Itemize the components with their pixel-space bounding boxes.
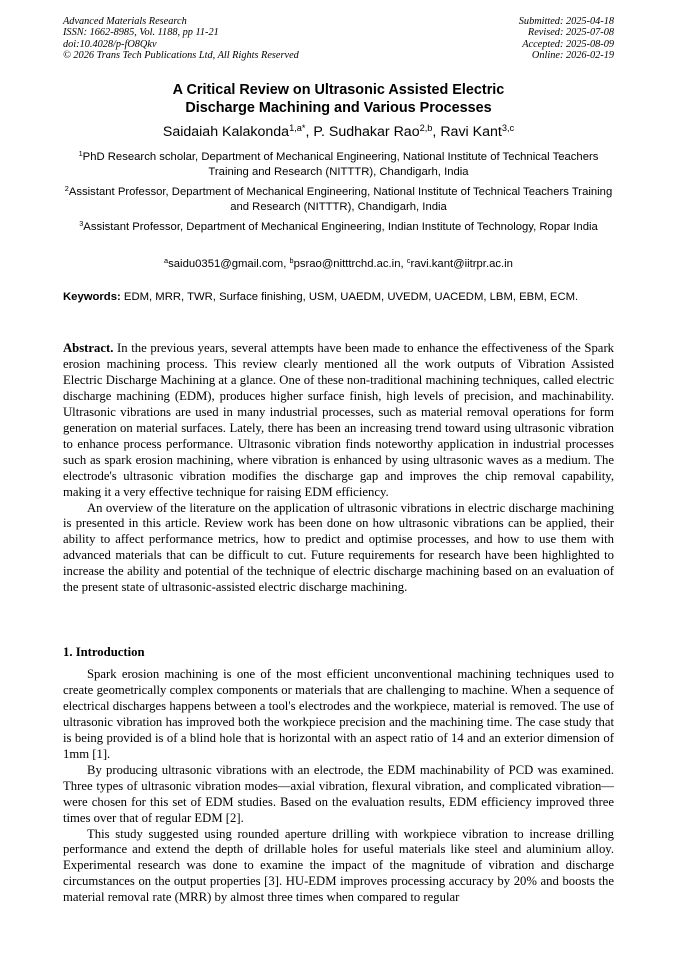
author-name: Ravi Kant bbox=[440, 124, 502, 140]
keywords-section bbox=[63, 290, 614, 305]
affiliation-3 bbox=[63, 220, 614, 235]
introduction-paragraph-1: Spark erosion machining is one of the most efficient unconventional machining techniques used to create geometrically complex components or materials that are challenging to machine. When a sequence of electrical discharges happens between a tool's electrodes and the workpiece, material is removed. The use of ultrasonic vibration has improved both the workpiece precision and the machining time. The case study that is being provided is of a blind hole that is horizontal with an aspect ratio of 14 and an exterior dimension of 1mm [1]. bbox=[63, 667, 614, 761]
abstract-section bbox=[63, 341, 614, 596]
abstract-paragraph-1 bbox=[63, 341, 614, 501]
email-marker: a bbox=[164, 255, 169, 265]
introduction-paragraph-3: This study suggested using rounded aperture drilling with workpiece vibration to increase drilling performance and extend the depth of drillable holes for useful materials like steel and aluminium alloy. Experimental research was done to examine the impact of the magnitude of vibration and discharge circumstances on the output properties [3]. HU-EDM improves processing accuracy by 20% and boosts the material removal rate (MRR) by almost three times when compared to regular bbox=[63, 826, 614, 905]
introduction-paragraph-2: By producing ultrasonic vibrations with an electrode, the EDM machinability of PCD was examined. Three types of ultrasonic vibration modes—axial vibration, flexural vibration, and complicated vibration—were chosen for this set of EDM studies. Based on the evaluation results, EDM efficiency improved three times over that of regular EDM [2]. bbox=[63, 762, 614, 825]
journal-doi[interactable]: doi:10.4028/p-fO8Qkv bbox=[63, 38, 157, 50]
introduction-section bbox=[63, 667, 614, 906]
affiliation-text: Assistant Professor, Department of Mechanical Engineering, National Institute of Technical Teachers Training and Research (NITTTR), Chandigarh, India bbox=[68, 186, 613, 213]
email-marker: c bbox=[406, 255, 411, 265]
revised-date: Revised: 2025-07-08 bbox=[527, 27, 614, 39]
accepted-date: Accepted: 2025-08-09 bbox=[522, 38, 614, 50]
author-separator: , bbox=[432, 124, 441, 140]
affiliation-2 bbox=[63, 185, 614, 215]
affiliation-text: Assistant Professor, Department of Mechanical Engineering, Indian Institute of Technology, Ropar India bbox=[83, 221, 598, 233]
submitted-date: Submitted: 2025-04-18 bbox=[518, 16, 614, 27]
affiliation-marker: 3 bbox=[79, 218, 84, 228]
affiliation-marker: 2 bbox=[64, 183, 69, 193]
journal-copyright: © 2026 Trans Tech Publications Ltd, All Rights Reserved bbox=[63, 50, 299, 62]
abstract-text-1: In the previous years, several attempts have been made to enhance the effectiveness of the Spark erosion machining process. This review clearly mentioned all the work outputs of Vibration Assisted Electric Discharge Machining at a glance. One of these non-traditional machining techniques, called electric discharge machining (EDM), produces higher surface finish, high levels of precision, and machinability. Ultrasonic vibrations are used in many industrial processes, such as material removal operations for form generation on material surfaces. Lately, there has been an increasing trend toward using ultrasonic vibration to enhance process performance. Ultrasonic vibration finds noteworthy application in industrial processes such as spark erosion machining, where vibration is enhanced by using ultrasonic waves as a medium. The electrode's ultrasonic vibration modifies the discharge gap and improves the chip removal capability, making it a very effective technique for raising EDM efficiency. bbox=[63, 341, 615, 499]
keywords-text: EDM, MRR, TWR, Surface finishing, USM, UAEDM, UVEDM, UACEDM, LBM, EBM, ECM. bbox=[123, 291, 579, 303]
paper-title-line-1: A Critical Review on Ultrasonic Assisted Electric bbox=[172, 82, 505, 98]
author-affiliation-marker: 1,a* bbox=[289, 122, 306, 133]
paper-title bbox=[63, 81, 614, 117]
author-list bbox=[63, 123, 614, 141]
author-separator: , bbox=[305, 124, 314, 140]
abstract-label: Abstract. bbox=[63, 341, 114, 355]
journal-name: Advanced Materials Research bbox=[63, 16, 187, 27]
keywords-label: Keywords: bbox=[63, 291, 121, 303]
online-date: Online: 2026-02-19 bbox=[531, 50, 614, 62]
email-link[interactable]: saidu0351@gmail.com, bbox=[168, 258, 290, 270]
email-link[interactable]: psrao@nitttrchd.ac.in, bbox=[293, 258, 407, 270]
affiliation-text: PhD Research scholar, Department of Mechanical Engineering, National Institute of Technical Teachers Training and Research (NITTTR), Chandigarh, India bbox=[82, 151, 599, 178]
publication-dates-header bbox=[519, 16, 614, 62]
email-link[interactable]: ravi.kant@iitrpr.ac.in bbox=[410, 258, 513, 270]
affiliation-marker: 1 bbox=[78, 148, 83, 158]
author-affiliation-marker: 3,c bbox=[501, 122, 515, 133]
affiliation-1 bbox=[63, 150, 614, 180]
introduction-heading: 1. Introduction bbox=[63, 645, 145, 659]
journal-info-header bbox=[63, 16, 299, 62]
email-marker: b bbox=[289, 255, 294, 265]
abstract-paragraph-2: An overview of the literature on the application of ultrasonic vibrations in electric discharge machining is presented in this article. Review work has been done on how ultrasonic vibrations can be applied, their ability to affect performance metrics, how to predict and optimise processes, and how to use them with advanced materials that can be difficult to cut. Future requirements for research have been highlighted to increase the ability and potential of the technique of electric discharge machining based on an evaluation of the present state of ultrasonic-assisted electric discharge machining. bbox=[63, 500, 614, 595]
author-emails bbox=[63, 257, 614, 272]
author-name: Saidaiah Kalakonda bbox=[162, 124, 290, 140]
author-name: P. Sudhakar Rao bbox=[313, 124, 420, 140]
journal-issn-volume[interactable]: ISSN: 1662-8985, Vol. 1188, pp 11-21 bbox=[63, 27, 219, 39]
author-affiliation-marker: 2,b bbox=[419, 122, 433, 133]
paper-title-line-2: Discharge Machining and Various Processes bbox=[185, 100, 492, 116]
